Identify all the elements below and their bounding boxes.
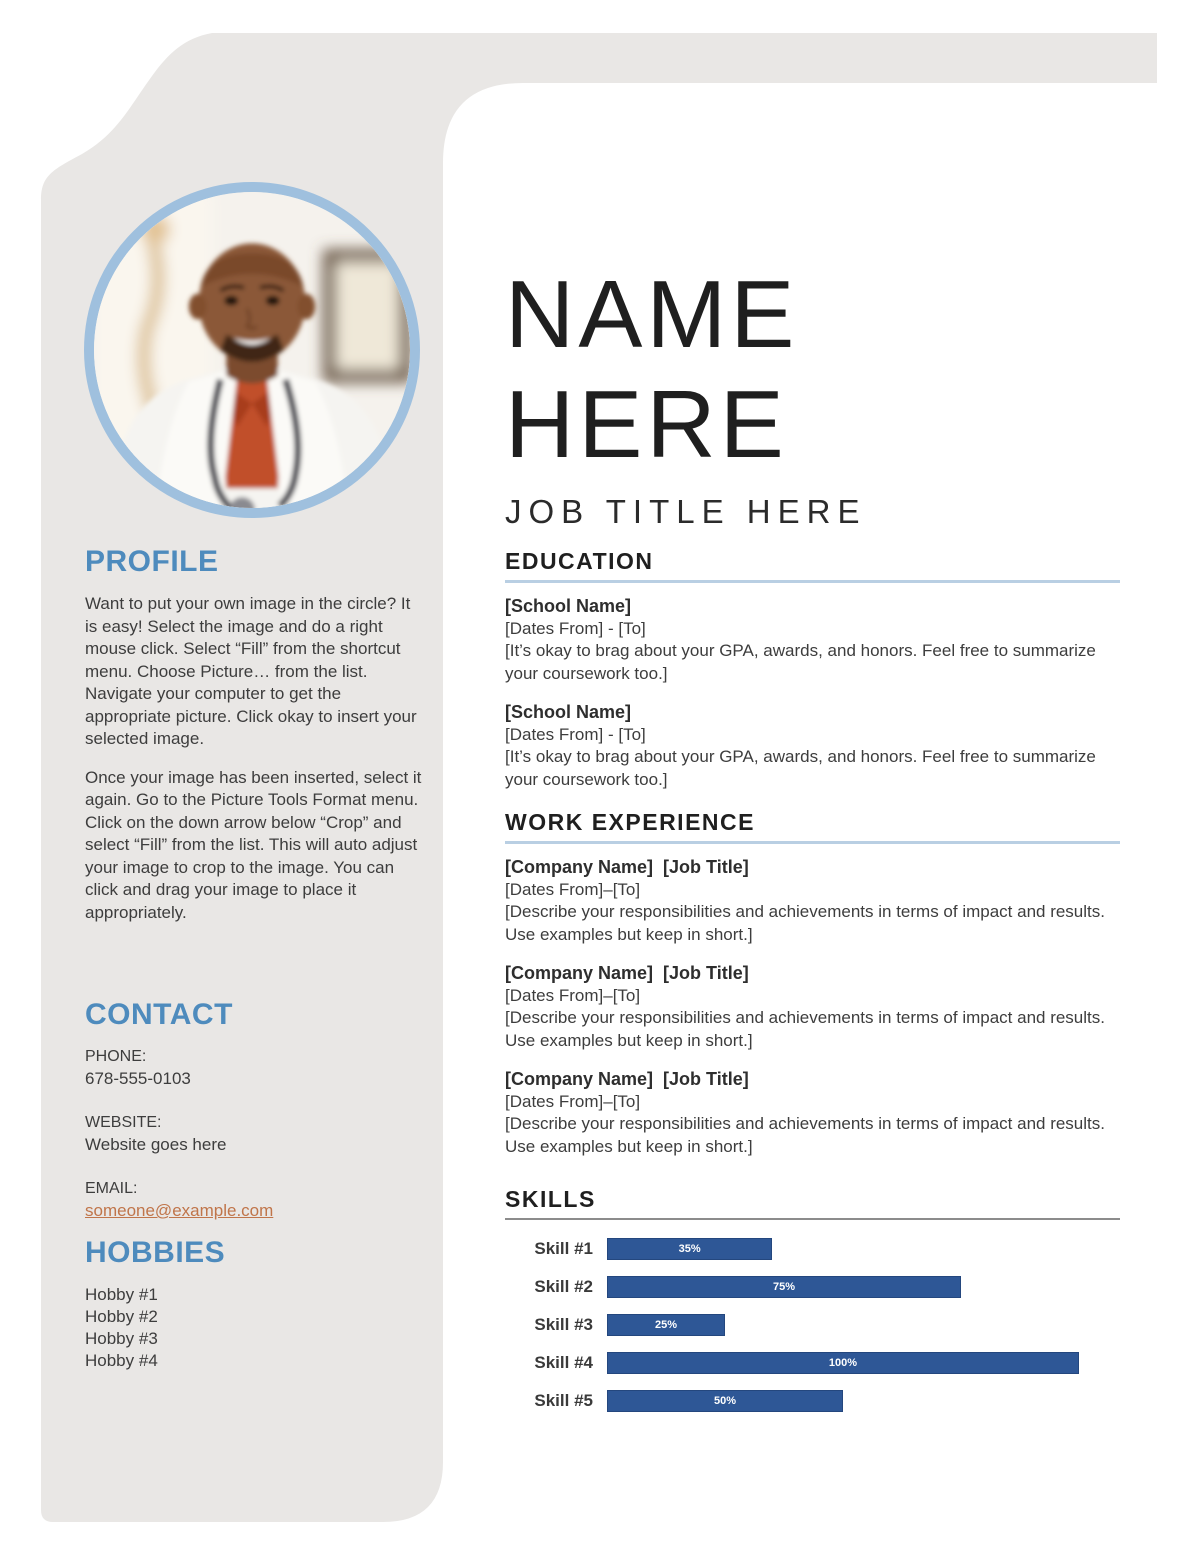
education-description: [It’s okay to brag about your GPA, awards, and honors. Feel free to summarize your coursework too.] [505, 641, 1096, 683]
job-title: JOB TITLE HERE [505, 493, 867, 530]
work-entry [505, 856, 1120, 946]
job-title-part: [Job Title] [663, 963, 749, 983]
hobby-item: Hobby #1 [85, 1285, 158, 1304]
skill-value-label: 50% [713, 1395, 737, 1407]
contact-section [85, 998, 423, 1244]
work-description: [Describe your responsibilities and achievements in terms of impact and results. Use examples but keep in short.] [505, 1008, 1105, 1050]
work-experience-heading: WORK EXPERIENCE [505, 809, 1120, 844]
work-dates: [Dates From]–[To] [505, 985, 641, 1005]
skill-bar-track [607, 1276, 1079, 1298]
hobby-item: Hobby #2 [85, 1307, 158, 1326]
profile-heading: PROFILE [85, 545, 219, 578]
phone-label: PHONE: [85, 1048, 147, 1065]
company-name: [Company Name] [505, 1069, 654, 1089]
skill-bar [607, 1352, 1079, 1374]
work-entry [505, 1068, 1120, 1158]
skill-row [505, 1314, 1120, 1336]
work-dates: [Dates From]–[To] [505, 879, 641, 899]
profile-photo [84, 182, 420, 518]
contact-heading: CONTACT [85, 998, 233, 1031]
skill-label: Skill #5 [534, 1391, 593, 1410]
doctor-portrait-illustration [94, 192, 410, 508]
work-dates: [Dates From]–[To] [505, 1091, 641, 1111]
hobbies-section [85, 1236, 423, 1372]
skills-heading: SKILLS [505, 1186, 1120, 1220]
email-label: EMAIL: [85, 1180, 138, 1197]
skill-bar-track [607, 1352, 1079, 1374]
education-dates: [Dates From] - [To] [505, 618, 646, 638]
education-entry [505, 595, 1120, 685]
education-description: [It’s okay to brag about your GPA, awards, and honors. Feel free to summarize your coursework too.] [505, 747, 1096, 789]
skill-row [505, 1276, 1120, 1298]
email-link[interactable]: someone@example.com [85, 1201, 274, 1220]
hobby-item: Hobby #4 [85, 1351, 158, 1370]
education-dates: [Dates From] - [To] [505, 724, 646, 744]
education-heading: EDUCATION [505, 548, 1120, 583]
name-line-2: HERE [505, 371, 788, 478]
contact-phone [85, 1046, 423, 1090]
skill-value-label: 25% [654, 1319, 678, 1331]
work-entries [505, 856, 1120, 1158]
company-job-title [505, 1068, 1120, 1091]
skill-bar [607, 1276, 961, 1298]
skill-bar [607, 1390, 843, 1412]
company-name: [Company Name] [505, 857, 654, 877]
main-column [505, 260, 1120, 1428]
name-line-1: NAME [505, 261, 799, 368]
phone-value: 678-555-0103 [85, 1069, 191, 1088]
hobbies-list [85, 1284, 423, 1372]
profile-section [85, 545, 423, 940]
website-label: WEBSITE: [85, 1114, 162, 1131]
hobbies-heading: HOBBIES [85, 1236, 226, 1269]
company-job-title [505, 962, 1120, 985]
skills-bar-chart [505, 1238, 1120, 1412]
name-title [505, 260, 1120, 480]
skill-value-label: 75% [772, 1281, 796, 1293]
school-name: [School Name] [505, 702, 632, 722]
school-name: [School Name] [505, 596, 632, 616]
skill-label: Skill #2 [534, 1277, 593, 1296]
work-description: [Describe your responsibilities and achievements in terms of impact and results. Use examples but keep in short.] [505, 902, 1105, 944]
skill-value-label: 35% [678, 1243, 701, 1255]
hobby-item: Hobby #3 [85, 1329, 158, 1348]
skill-label: Skill #4 [534, 1353, 593, 1372]
job-title-part: [Job Title] [663, 857, 749, 877]
job-title-part: [Job Title] [663, 1069, 749, 1089]
skill-value-label: 100% [828, 1357, 858, 1369]
skill-row [505, 1352, 1120, 1374]
skill-row [505, 1238, 1120, 1260]
skill-bar [607, 1238, 772, 1260]
skill-bar-track [607, 1390, 1079, 1412]
work-entry [505, 962, 1120, 1052]
company-job-title [505, 856, 1120, 879]
website-value: Website goes here [85, 1135, 227, 1154]
skill-label: Skill #1 [534, 1239, 593, 1258]
skill-bar-track [607, 1314, 1079, 1336]
contact-website [85, 1112, 423, 1156]
company-name: [Company Name] [505, 963, 654, 983]
education-entries [505, 595, 1120, 791]
skill-bar-track [607, 1238, 1079, 1260]
profile-paragraph-1: Want to put your own image in the circle? It is easy! Select the image and do a right mouse click. Select “Fill” from the shortcut menu. Choose Picture… from the list. Navigate your computer to get the appropriate picture. Click okay to insert your selected image. [85, 594, 417, 748]
skill-label: Skill #3 [534, 1315, 593, 1334]
profile-paragraph-2: Once your image has been inserted, select it again. Go to the Picture Tools Format menu. Click on the down arrow below “Crop” and select “Fill” from the list. This will auto adjust your image to crop to the image. You can click and drag your image to place it appropriately. [85, 767, 422, 922]
skill-row [505, 1390, 1120, 1412]
skill-bar [607, 1314, 725, 1336]
education-entry [505, 701, 1120, 791]
work-description: [Describe your responsibilities and achievements in terms of impact and results. Use examples but keep in short.] [505, 1114, 1105, 1156]
contact-email [85, 1178, 423, 1222]
